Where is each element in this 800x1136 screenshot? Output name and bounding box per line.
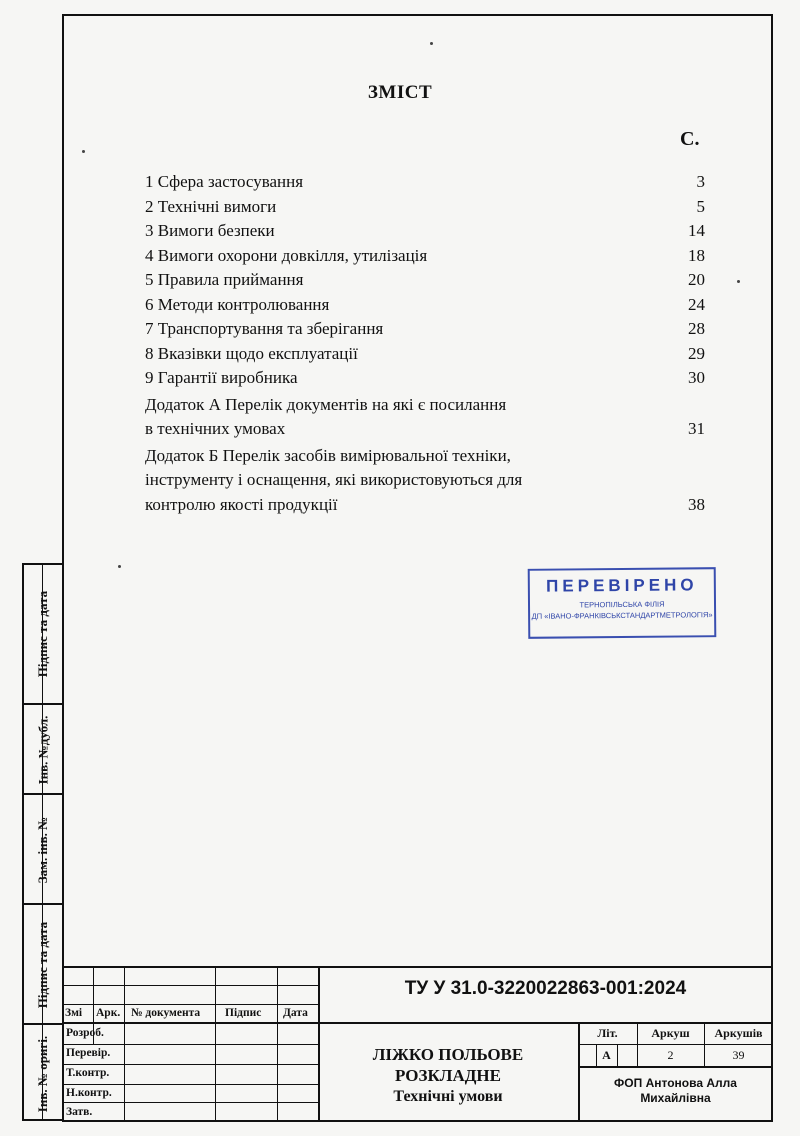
strip-cell <box>24 565 62 703</box>
strip-inv-orig: Інв. № оригі. <box>35 1035 50 1113</box>
toc-item-page: 28 <box>688 319 705 338</box>
toc-item-page: 24 <box>688 294 705 314</box>
toc-item-page: 18 <box>688 245 705 265</box>
toc-item <box>145 293 705 318</box>
toc-item-title: 3 Вимоги безпеки <box>145 221 275 240</box>
left-margin-strip <box>22 563 62 1121</box>
strip-cell <box>24 903 62 1025</box>
toc-item <box>145 244 705 269</box>
col-header-doc-no: № документа <box>131 1007 201 1019</box>
tb-row-line <box>62 1084 318 1085</box>
toc-item <box>145 342 705 367</box>
toc-item <box>145 444 705 518</box>
strip-signature-date-top: Підпис та дата <box>35 590 51 678</box>
toc-item <box>145 170 705 195</box>
toc-item-title: 1 Сфера застосування <box>145 172 304 191</box>
toc-item-title: 8 Вказівки щодо експлуатації <box>145 343 358 363</box>
toc-item <box>145 268 705 293</box>
tb-col-line <box>277 966 278 1122</box>
toc-list <box>145 170 705 517</box>
toc-item <box>145 195 705 220</box>
product-name-line-1: ЛІЖКО ПОЛЬОВЕ <box>372 1045 524 1064</box>
sheet-label: Аркуш <box>651 1026 690 1040</box>
toc-item-page: 30 <box>688 368 705 387</box>
document-code: ТУ У 31.0-3220022863-001:2024 <box>404 978 687 999</box>
stamp-line-2: ДП «ІВАНО-ФРАНКІВСЬКСТАНДАРТМЕТРОЛОГІЯ» <box>531 610 713 621</box>
document-type: Технічні умови <box>393 1088 503 1105</box>
col-header-change: Змі <box>65 1007 83 1019</box>
lit-label: Літ. <box>597 1026 618 1040</box>
toc-item <box>145 366 705 391</box>
toc-item <box>145 317 705 342</box>
toc-item-title: 2 Технічні вимоги <box>145 196 277 216</box>
scan-speck <box>737 280 740 283</box>
lit-value: А <box>602 1048 611 1062</box>
toc-item <box>145 219 705 244</box>
stamp-title: ПЕРЕВІРЕНО <box>546 575 698 596</box>
toc-item-page: 29 <box>688 343 705 363</box>
tb-row-line <box>62 1064 318 1065</box>
toc-item-page: 31 <box>688 419 705 438</box>
strip-inv-dup: Інв. №дубл. <box>35 715 51 785</box>
strip-cell <box>24 793 62 905</box>
product-name-line-2: РОЗКЛАДНЕ <box>394 1066 501 1085</box>
tb-top-border <box>62 966 773 968</box>
col-header-date: Дата <box>283 1007 308 1019</box>
toc-item-title: 4 Вимоги охорони довкілля, утилізація <box>145 245 428 265</box>
col-header-sheet: Арк. <box>96 1007 121 1019</box>
tb-col-line <box>617 1044 618 1066</box>
toc-item-page: 14 <box>688 221 705 240</box>
strip-cell <box>24 703 62 795</box>
page-column-label: С. <box>680 128 700 150</box>
organization-line-1: ФОП Антонова Алла <box>614 1076 737 1090</box>
sheet-value: 2 <box>667 1048 674 1062</box>
tb-col-line <box>124 966 125 1122</box>
col-header-signature: Підпис <box>225 1007 262 1019</box>
role-developed: Розроб. <box>66 1027 104 1039</box>
tb-row-line <box>62 985 318 986</box>
tb-col-line <box>215 966 216 1122</box>
toc-item-title: 5 Правила приймання <box>145 270 304 289</box>
product-name <box>318 1044 578 1107</box>
sheets-value: 39 <box>732 1048 745 1062</box>
tb-row-line <box>578 1066 773 1068</box>
toc-item <box>145 393 705 442</box>
scan-speck <box>82 150 85 153</box>
strip-replace-inv: Зам. інв. № <box>35 816 50 884</box>
toc-item-title: 9 Гарантії виробника <box>145 368 298 387</box>
scan-speck <box>118 565 121 568</box>
toc-item-page: 20 <box>688 270 705 289</box>
toc-item-title: Додаток А Перелік документів на які є посилання в технічних умовах <box>145 394 507 438</box>
toc-item-page: 5 <box>696 196 705 216</box>
role-approved: Затв. <box>66 1106 93 1118</box>
toc-item-page: 3 <box>696 172 705 191</box>
tb-row-line <box>62 1102 318 1103</box>
toc-item-title: 7 Транспортування та зберігання <box>145 319 384 338</box>
strip-cell <box>24 1023 62 1123</box>
role-norm-control: Н.контр. <box>66 1087 112 1099</box>
role-tech-control: Т.контр. <box>66 1067 110 1079</box>
toc-item-title: Додаток Б Перелік засобів вимірювальної техніки, інструменту і оснащення, які використовуються для контролю якості продукції <box>145 445 523 514</box>
tb-row-line <box>578 1044 773 1045</box>
tb-row-line <box>62 1022 773 1024</box>
toc-item-page: 38 <box>688 494 705 514</box>
tb-row-line <box>62 1044 318 1045</box>
verification-stamp <box>528 567 717 639</box>
organization-line-2: Михайлівна <box>640 1091 711 1105</box>
role-checked: Перевір. <box>66 1047 111 1059</box>
tb-row-line <box>62 1004 318 1005</box>
strip-signature-date-bottom: Підпис та дата <box>35 921 51 1009</box>
scan-speck <box>430 42 433 45</box>
organization <box>578 1076 773 1106</box>
stamp-line-1: ТЕРНОПІЛЬСЬКА ФІЛІЯ <box>579 599 665 610</box>
toc-heading: ЗМІСТ <box>367 82 433 103</box>
sheets-label: Аркушів <box>714 1026 763 1040</box>
toc-item-title: 6 Методи контролювання <box>145 294 330 314</box>
